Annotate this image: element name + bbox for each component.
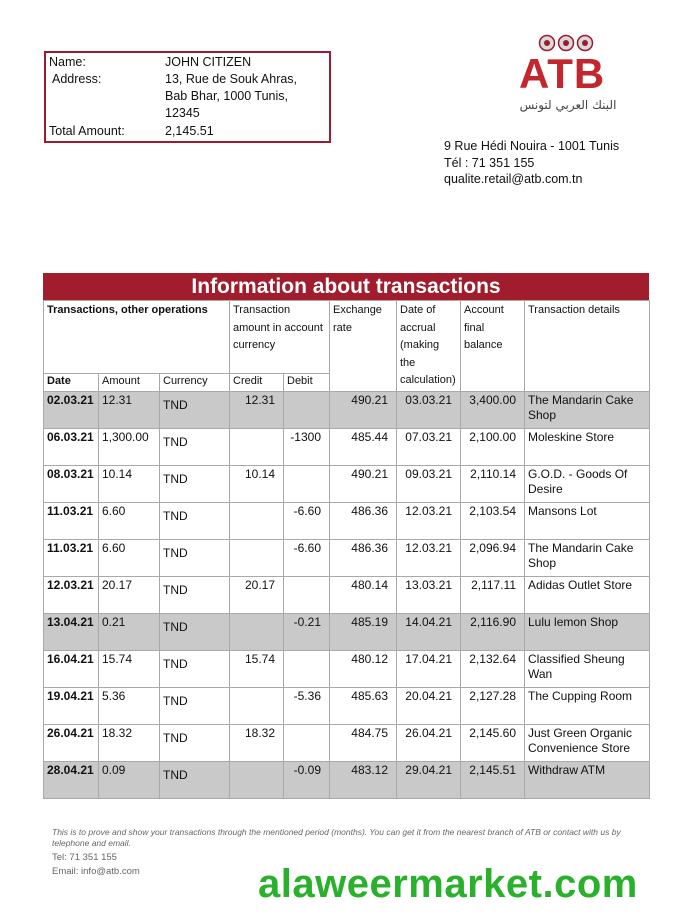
cell-credit bbox=[230, 502, 284, 539]
col-currency-header: Currency bbox=[160, 374, 230, 392]
cell-balance: 2,127.28 bbox=[461, 687, 525, 724]
atb-logo-arabic: البنك العربي لتونس bbox=[519, 98, 617, 112]
cell-credit: 12.31 bbox=[230, 391, 284, 428]
cell-accrual: 12.03.21 bbox=[397, 539, 461, 576]
cell-date: 26.04.21 bbox=[44, 724, 99, 761]
transactions-section bbox=[43, 273, 649, 799]
cell-accrual: 12.03.21 bbox=[397, 502, 461, 539]
bank-contact bbox=[444, 138, 619, 188]
cell-rate: 485.44 bbox=[330, 428, 397, 465]
cell-currency: TND bbox=[160, 539, 230, 576]
cell-balance: 2,100.00 bbox=[461, 428, 525, 465]
cell-date: 28.04.21 bbox=[44, 761, 99, 798]
cell-currency: TND bbox=[160, 724, 230, 761]
balance-header: Account final balance bbox=[461, 301, 525, 392]
cell-date: 11.03.21 bbox=[44, 502, 99, 539]
cell-rate: 483.12 bbox=[330, 761, 397, 798]
cell-accrual: 13.03.21 bbox=[397, 576, 461, 613]
cell-amount: 5.36 bbox=[99, 687, 160, 724]
cell-balance: 3,400.00 bbox=[461, 391, 525, 428]
cell-credit: 10.14 bbox=[230, 465, 284, 502]
details-header: Transaction details bbox=[525, 301, 650, 392]
cell-date: 16.04.21 bbox=[44, 650, 99, 687]
cell-date: 12.03.21 bbox=[44, 576, 99, 613]
cell-debit bbox=[284, 391, 330, 428]
cell-amount: 10.14 bbox=[99, 465, 160, 502]
rate-header: Exchange rate bbox=[330, 301, 397, 392]
cell-debit bbox=[284, 650, 330, 687]
cell-currency: TND bbox=[160, 465, 230, 502]
cell-amount: 15.74 bbox=[99, 650, 160, 687]
col-debit-header: Debit bbox=[284, 374, 330, 392]
customer-name: JOHN CITIZEN bbox=[165, 55, 252, 69]
cell-credit bbox=[230, 761, 284, 798]
cell-balance: 2,145.60 bbox=[461, 724, 525, 761]
group-header: Transactions, other operations bbox=[44, 301, 230, 374]
cell-details: The Cupping Room bbox=[525, 687, 650, 724]
cell-amount: 0.09 bbox=[99, 761, 160, 798]
cell-accrual: 03.03.21 bbox=[397, 391, 461, 428]
cell-debit: -5.36 bbox=[284, 687, 330, 724]
cell-credit: 20.17 bbox=[230, 576, 284, 613]
customer-info-box bbox=[44, 51, 331, 143]
cell-rate: 484.75 bbox=[330, 724, 397, 761]
watermark: alaweermarket.com bbox=[258, 862, 638, 906]
cell-details: Adidas Outlet Store bbox=[525, 576, 650, 613]
cell-date: 02.03.21 bbox=[44, 391, 99, 428]
cell-rate: 480.14 bbox=[330, 576, 397, 613]
cell-currency: TND bbox=[160, 650, 230, 687]
table-row bbox=[44, 502, 650, 539]
footer-note: This is to prove and show your transactions through the mentioned period (months). You can get it from the nearest branch of ATB or contact with us by telephone and email. bbox=[52, 827, 621, 848]
cell-rate: 485.63 bbox=[330, 687, 397, 724]
cell-accrual: 29.04.21 bbox=[397, 761, 461, 798]
cell-date: 13.04.21 bbox=[44, 613, 99, 650]
cell-currency: TND bbox=[160, 391, 230, 428]
cell-credit bbox=[230, 539, 284, 576]
cell-balance: 2,103.54 bbox=[461, 502, 525, 539]
cell-currency: TND bbox=[160, 761, 230, 798]
footer-tel: Tel: 71 351 155 bbox=[52, 852, 117, 863]
cell-rate: 485.19 bbox=[330, 613, 397, 650]
table-row bbox=[44, 650, 650, 687]
cell-currency: TND bbox=[160, 687, 230, 724]
cell-currency: TND bbox=[160, 428, 230, 465]
cell-balance: 2,132.64 bbox=[461, 650, 525, 687]
cell-credit bbox=[230, 687, 284, 724]
table-row bbox=[44, 465, 650, 502]
transactions-body bbox=[44, 391, 650, 798]
cell-details: Lulu lemon Shop bbox=[525, 613, 650, 650]
cell-rate: 480.12 bbox=[330, 650, 397, 687]
name-label: Name: bbox=[49, 55, 86, 69]
table-row bbox=[44, 428, 650, 465]
cell-rate: 490.21 bbox=[330, 391, 397, 428]
cell-debit: -0.09 bbox=[284, 761, 330, 798]
table-row bbox=[44, 391, 650, 428]
customer-address: 13, Rue de Souk Ahras, Bab Bhar, 1000 Tunis, 12345 bbox=[165, 72, 298, 120]
total-amount-label: Total Amount: bbox=[49, 124, 125, 138]
cell-rate: 486.36 bbox=[330, 502, 397, 539]
table-row bbox=[44, 613, 650, 650]
cell-accrual: 20.04.21 bbox=[397, 687, 461, 724]
bank-address: 9 Rue Hédi Nouira - 1001 Tunis bbox=[444, 139, 620, 153]
cell-balance: 2,110.14 bbox=[461, 465, 525, 502]
cell-amount: 1,300.00 bbox=[99, 428, 160, 465]
cell-credit bbox=[230, 428, 284, 465]
cell-details: Mansons Lot bbox=[525, 502, 650, 539]
bank-email: qualite.retail@atb.com.tn bbox=[444, 172, 583, 186]
cell-debit bbox=[284, 724, 330, 761]
table-row bbox=[44, 724, 650, 761]
cell-date: 08.03.21 bbox=[44, 465, 99, 502]
cell-date: 11.03.21 bbox=[44, 539, 99, 576]
cell-details: Classified Sheung Wan bbox=[525, 650, 650, 687]
cell-amount: 6.60 bbox=[99, 539, 160, 576]
table-header-row-1 bbox=[44, 301, 650, 374]
cell-details: Withdraw ATM bbox=[525, 761, 650, 798]
total-amount-value: 2,145.51 bbox=[165, 124, 214, 138]
cell-details: Moleskine Store bbox=[525, 428, 650, 465]
address-label: Address: bbox=[52, 72, 102, 86]
accrual-header: Date of accrual (making the calculation) bbox=[397, 301, 461, 392]
cell-credit: 15.74 bbox=[230, 650, 284, 687]
col-date-header: Date bbox=[44, 374, 99, 392]
cell-debit: -1300 bbox=[284, 428, 330, 465]
atb-logo-text: ATB bbox=[519, 50, 606, 97]
cell-balance: 2,117.11 bbox=[461, 576, 525, 613]
cell-debit bbox=[284, 576, 330, 613]
cell-details: G.O.D. - Goods Of Desire bbox=[525, 465, 650, 502]
cell-currency: TND bbox=[160, 502, 230, 539]
col-credit-header: Credit bbox=[230, 374, 284, 392]
table-row bbox=[44, 687, 650, 724]
cell-credit bbox=[230, 613, 284, 650]
cell-amount: 12.31 bbox=[99, 391, 160, 428]
table-row bbox=[44, 576, 650, 613]
cell-amount: 6.60 bbox=[99, 502, 160, 539]
footer-contact bbox=[52, 851, 140, 879]
cell-amount: 0.21 bbox=[99, 613, 160, 650]
footer-email: Email: info@atb.com bbox=[52, 866, 140, 877]
cell-accrual: 14.04.21 bbox=[397, 613, 461, 650]
cell-date: 19.04.21 bbox=[44, 687, 99, 724]
cell-rate: 490.21 bbox=[330, 465, 397, 502]
transactions-table bbox=[43, 300, 650, 799]
cell-details: Just Green Organic Convenience Store bbox=[525, 724, 650, 761]
cell-debit: -6.60 bbox=[284, 502, 330, 539]
cell-date: 06.03.21 bbox=[44, 428, 99, 465]
cell-details: The Mandarin Cake Shop bbox=[525, 539, 650, 576]
bank-phone: Tél : 71 351 155 bbox=[444, 155, 535, 170]
cell-accrual: 07.03.21 bbox=[397, 428, 461, 465]
cell-accrual: 09.03.21 bbox=[397, 465, 461, 502]
amount-header: Transaction amount in account currency bbox=[230, 301, 330, 374]
cell-debit: -0.21 bbox=[284, 613, 330, 650]
cell-details: The Mandarin Cake Shop bbox=[525, 391, 650, 428]
cell-amount: 18.32 bbox=[99, 724, 160, 761]
cell-accrual: 17.04.21 bbox=[397, 650, 461, 687]
transactions-title: Information about transactions bbox=[43, 273, 649, 300]
cell-debit: -6.60 bbox=[284, 539, 330, 576]
table-row bbox=[44, 539, 650, 576]
atb-logo bbox=[514, 34, 618, 120]
cell-currency: TND bbox=[160, 613, 230, 650]
cell-credit: 18.32 bbox=[230, 724, 284, 761]
col-amount-header: Amount bbox=[99, 374, 160, 392]
cell-accrual: 26.04.21 bbox=[397, 724, 461, 761]
cell-balance: 2,145.51 bbox=[461, 761, 525, 798]
cell-balance: 2,096.94 bbox=[461, 539, 525, 576]
cell-currency: TND bbox=[160, 576, 230, 613]
table-row bbox=[44, 761, 650, 798]
cell-balance: 2,116.90 bbox=[461, 613, 525, 650]
cell-amount: 20.17 bbox=[99, 576, 160, 613]
cell-rate: 486.36 bbox=[330, 539, 397, 576]
cell-debit bbox=[284, 465, 330, 502]
